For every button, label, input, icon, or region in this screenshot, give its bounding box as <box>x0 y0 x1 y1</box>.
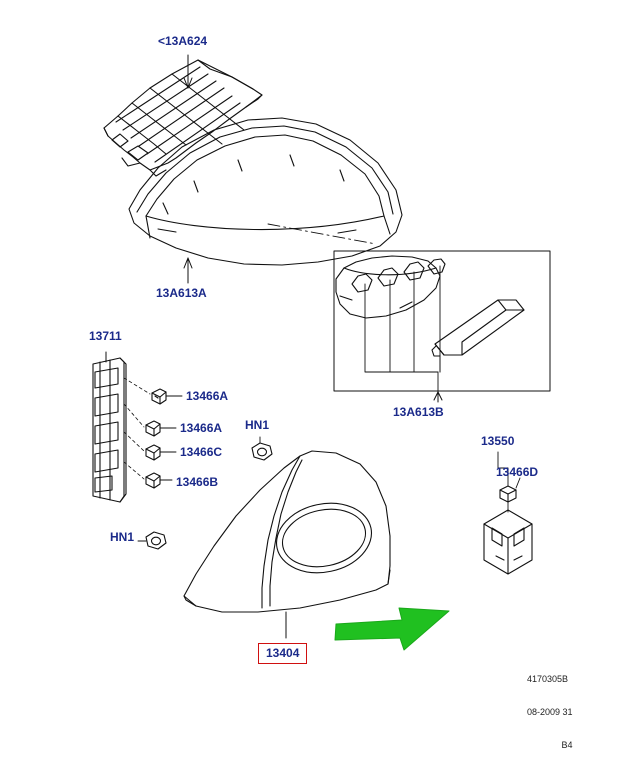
footer-line-2: 08-2009 31 <box>527 707 573 717</box>
label-hn1-left: HN1 <box>110 530 135 544</box>
part-screw-13466b <box>146 473 160 488</box>
part-13a613b-bar <box>432 300 524 356</box>
part-13466d-screw <box>500 486 516 502</box>
part-screw-13466a-1 <box>152 389 166 404</box>
label-13466a-upper: 13466A <box>186 389 229 403</box>
label-13466b: 13466B <box>176 475 219 489</box>
part-13550-shape <box>484 510 532 574</box>
label-13a613a: 13A613A <box>156 286 207 300</box>
part-screw-13466c <box>146 445 160 460</box>
highlight-arrow <box>335 608 449 650</box>
label-13404-highlighted[interactable]: 13404 <box>258 643 307 664</box>
part-13a613a-shape <box>129 118 402 265</box>
label-13a613b: 13A613B <box>393 405 444 419</box>
footer-line-1: 4170305B <box>527 674 569 684</box>
label-13a624: <13A624 <box>158 34 208 48</box>
label-13466c: 13466C <box>180 445 223 459</box>
part-13711-shape <box>93 358 126 502</box>
label-13550: 13550 <box>481 434 515 448</box>
part-hn1-left <box>146 532 166 549</box>
label-hn1-top: HN1 <box>245 418 270 432</box>
part-screw-13466a-2 <box>146 421 160 436</box>
footer-line-3: B4 <box>561 740 573 750</box>
label-13711: 13711 <box>89 329 122 343</box>
label-13466a-lower: 13466A <box>180 421 223 435</box>
label-13466d: 13466D <box>496 465 539 479</box>
footer-drawing-number <box>527 652 573 773</box>
part-13a613b-clip-strip <box>336 256 445 318</box>
part-hn1-top <box>252 443 272 460</box>
